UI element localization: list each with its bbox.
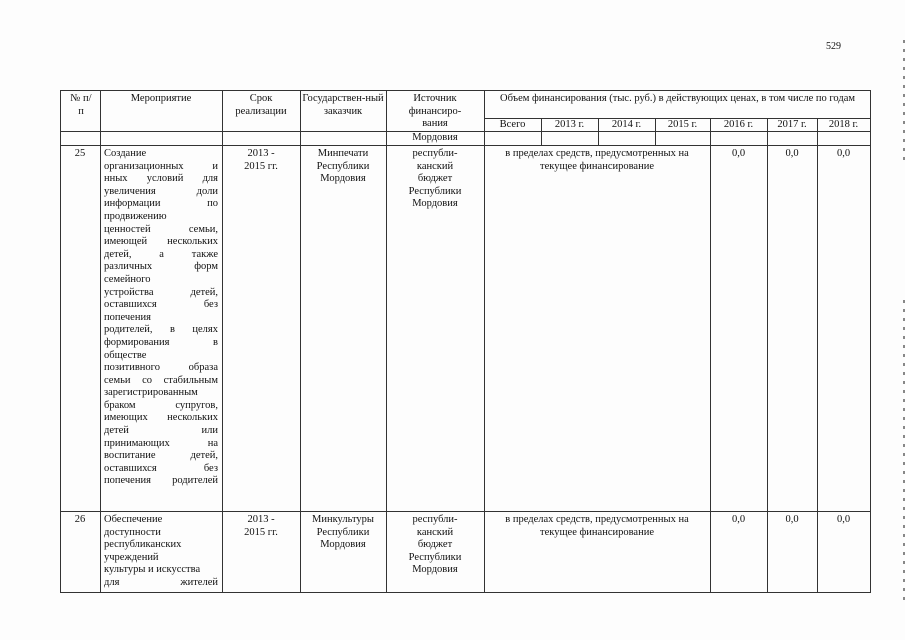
text-line: попечения родителей <box>104 475 218 487</box>
text-line: увеличения доли <box>104 185 218 197</box>
row-number: 25 <box>74 148 86 159</box>
text-line: организационных и <box>104 160 218 172</box>
text-line: семейного <box>104 273 151 285</box>
text-line: детей или <box>104 425 218 437</box>
table-border-bottom <box>60 592 871 593</box>
header-2016: 2016 г. <box>723 119 754 130</box>
text-line: ценностей семьи, <box>104 223 218 235</box>
header-customer: Государствен-ный заказчик <box>302 93 384 117</box>
text-line: позитивного образа <box>104 362 218 374</box>
header-2013: 2013 г. <box>554 119 585 130</box>
text-line: обществе <box>104 349 147 361</box>
row-number: 26 <box>74 514 86 525</box>
funding-note: в пределах средств, предусмотренных на текущее финансирование <box>505 514 689 538</box>
source-text: республи- канский бюджет Республики Мордовия <box>408 514 462 576</box>
value-2018: 0,0 <box>836 514 851 525</box>
text-line: родителей, в целях <box>104 324 218 336</box>
header-volume: Объем финансирования (тыс. руб.) в действующих ценах, в том числе по годам <box>499 93 856 104</box>
text-line: оставшихся без <box>104 299 218 311</box>
value-2016: 0,0 <box>731 514 746 525</box>
carry-over-text: Мордовия <box>412 132 458 143</box>
term-text: 2013 - 2015 гг. <box>244 148 278 172</box>
funding-note: в пределах средств, предусмотренных на текущее финансирование <box>505 148 689 172</box>
header-2015: 2015 г. <box>667 119 698 130</box>
text-line: республиканских <box>104 539 182 551</box>
carryover-bottom-line <box>60 145 871 146</box>
value-2017: 0,0 <box>785 148 799 159</box>
text-line: семьи со стабильным <box>104 374 218 386</box>
col-line-4 <box>386 90 387 593</box>
col-line-12 <box>870 90 871 593</box>
header-2017: 2017 г. <box>777 119 807 130</box>
value-2018: 0,0 <box>836 148 851 159</box>
row25-bottom-line <box>60 511 871 512</box>
text-line: имеющей нескольких <box>104 236 218 248</box>
text-line: для жителей <box>104 576 218 588</box>
header-term: Срок реализации <box>235 93 287 117</box>
text-line: культуры и искусства <box>104 564 201 576</box>
text-line: попечения <box>104 311 151 323</box>
header-source: Источник финансиро-вания <box>408 93 462 130</box>
text-line: Обеспечение <box>104 514 163 525</box>
header-total: Всего <box>499 119 526 130</box>
header-num: № п/п <box>70 93 92 117</box>
activity-text <box>104 148 218 488</box>
activity-text <box>104 514 218 590</box>
header-activity: Мероприятие <box>130 93 192 104</box>
header-2014: 2014 г. <box>611 119 642 130</box>
col-line-2 <box>222 90 223 593</box>
text-line: зарегистрированным <box>104 387 198 399</box>
text-line: детей, а также <box>104 248 218 260</box>
text-line: нных условий для <box>104 173 218 185</box>
text-line: доступности <box>104 526 161 538</box>
text-line: продвижению <box>104 210 167 222</box>
value-2017: 0,0 <box>785 514 799 525</box>
text-line: воспитание детей, <box>104 450 218 462</box>
customer-text: Минпечати Республики Мордовия <box>316 148 370 185</box>
text-line: формирования в <box>104 336 218 348</box>
customer-text: Минкультуры Республики Мордовия <box>312 514 374 551</box>
col-line-1 <box>100 90 101 593</box>
header-2018: 2018 г. <box>828 119 859 130</box>
text-line: Создание <box>104 148 147 159</box>
source-text: республи- канский бюджет Республики Мордовия <box>408 148 462 210</box>
col-line-3 <box>300 90 301 593</box>
page-number: 529 <box>826 41 841 52</box>
text-line: информации по <box>104 198 218 210</box>
text-line: оставшихся без <box>104 462 218 474</box>
table-border-top <box>60 90 871 91</box>
term-text: 2013 - 2015 гг. <box>244 514 278 538</box>
text-line: различных форм <box>104 261 218 273</box>
text-line: браком супругов, <box>104 399 218 411</box>
text-line: учреждений <box>104 551 159 563</box>
text-line: принимающих на <box>104 437 218 449</box>
text-line: устройства детей, <box>104 286 218 298</box>
value-2016: 0,0 <box>731 148 746 159</box>
text-line: имеющих нескольких <box>104 412 218 424</box>
